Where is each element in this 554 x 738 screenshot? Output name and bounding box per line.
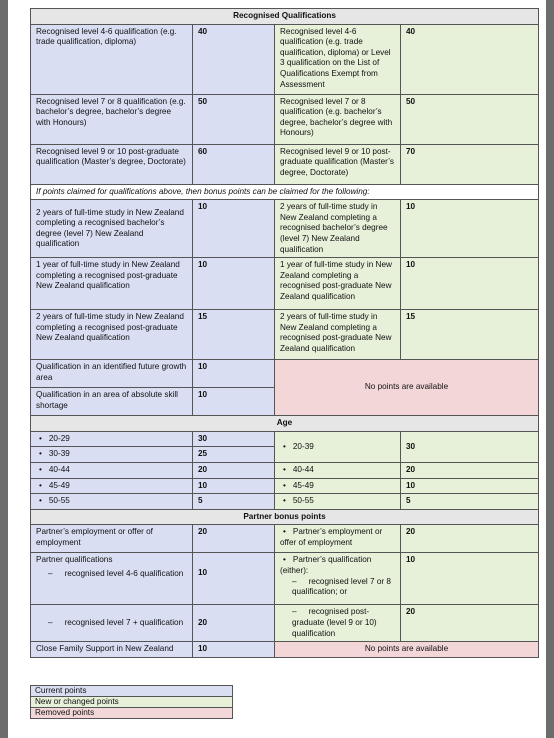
new-points: 30 bbox=[401, 431, 539, 462]
no-points-cell: No points are available bbox=[275, 642, 539, 658]
legend-label: Removed points bbox=[31, 708, 233, 719]
current-points: 25 bbox=[193, 447, 275, 463]
age-range: • 50-55 bbox=[36, 496, 70, 505]
age-range: • 45-49 bbox=[36, 481, 70, 490]
current-points: 30 bbox=[193, 431, 275, 447]
new-points: 70 bbox=[401, 144, 539, 184]
new-points: 20 bbox=[401, 525, 539, 553]
legend-item bbox=[31, 697, 233, 708]
removed-label: Qualification in an identified future growth area bbox=[31, 360, 193, 388]
current-label: 1 year of full-time study in New Zealand completing a recognised post-graduate New Zealand qualification bbox=[31, 258, 193, 310]
partner-quals-sub: – recognised level 7 + qualification bbox=[36, 618, 187, 629]
new-points: 40 bbox=[401, 24, 539, 94]
table-row bbox=[31, 494, 539, 510]
current-points: 10 bbox=[193, 642, 275, 658]
table-row bbox=[31, 144, 539, 184]
current-points: 10 bbox=[193, 258, 275, 310]
removed-label: Qualification in an area of absolute skill shortage bbox=[31, 388, 193, 416]
new-points: 5 bbox=[401, 494, 539, 510]
age-range: • 45-49 bbox=[280, 481, 314, 490]
new-points: 20 bbox=[401, 462, 539, 478]
new-label: Recognised level 4-6 qualification (e.g. trade qualification, diploma) or Level 3 qualification on the List of Qualifications Exempt from Assessment bbox=[275, 24, 401, 94]
new-points: 10 bbox=[401, 478, 539, 494]
current-label: Recognised level 7 or 8 qualification (e.g. bachelor’s degree, bachelor’s degree with Honours) bbox=[31, 94, 193, 144]
partner-quals-sub: – recognised level 4-6 qualification bbox=[36, 569, 187, 580]
new-label: Recognised level 7 or 8 qualification (e.g. bachelor’s degree, bachelor’s degree with Honours) bbox=[275, 94, 401, 144]
section-title: Recognised Qualifications bbox=[31, 9, 539, 25]
age-range: • 40-44 bbox=[36, 465, 70, 474]
age-range: • 30-39 bbox=[36, 449, 70, 458]
no-points-cell: No points are available bbox=[275, 360, 539, 416]
new-quals-sub: – recognised post-graduate (level 9 or 10) qualification bbox=[280, 607, 395, 639]
new-label: 1 year of full-time study in New Zealand completing a recognised post-graduate New Zealand qualification bbox=[275, 258, 401, 310]
current-label: Close Family Support in New Zealand bbox=[31, 642, 193, 658]
new-points: 15 bbox=[401, 310, 539, 360]
section-title: Partner bonus points bbox=[31, 509, 539, 525]
age-range: • 20-29 bbox=[36, 434, 70, 443]
table-row bbox=[31, 200, 539, 258]
current-points: 40 bbox=[193, 24, 275, 94]
current-label: 2 years of full-time study in New Zealand completing a recognised post-graduate New Zealand qualification bbox=[31, 310, 193, 360]
age-range: • 50-55 bbox=[280, 496, 314, 505]
bonus-note-row bbox=[31, 184, 539, 200]
new-points: 10 bbox=[401, 553, 539, 605]
new-points: 20 bbox=[401, 605, 539, 642]
section-header-qualifications bbox=[31, 9, 539, 25]
table-row bbox=[31, 462, 539, 478]
section-title: Age bbox=[31, 416, 539, 432]
current-points: 50 bbox=[193, 94, 275, 144]
current-label: Partner’s employment or offer of employment bbox=[31, 525, 193, 553]
points-comparison-table bbox=[30, 8, 539, 658]
current-label: 2 years of full-time study in New Zealand completing a recognised bachelor’s degree (level 7) New Zealand qualification bbox=[31, 200, 193, 258]
new-label: Recognised level 9 or 10 post-graduate qualification (Master’s degree, Doctorate) bbox=[275, 144, 401, 184]
table-row bbox=[31, 478, 539, 494]
legend-item bbox=[31, 708, 233, 719]
section-header-age bbox=[31, 416, 539, 432]
new-points: 10 bbox=[401, 258, 539, 310]
table-row bbox=[31, 310, 539, 360]
new-points: 50 bbox=[401, 94, 539, 144]
new-label: 2 years of full-time study in New Zealand completing a recognised post-graduate New Zealand qualification bbox=[275, 310, 401, 360]
current-points: 60 bbox=[193, 144, 275, 184]
table-row bbox=[31, 360, 539, 388]
table-row bbox=[31, 525, 539, 553]
table-row bbox=[31, 553, 539, 605]
current-points: 5 bbox=[193, 494, 275, 510]
new-label: 2 years of full-time study in New Zealand completing a recognised bachelor’s degree (level 7) New Zealand qualification bbox=[275, 200, 401, 258]
new-points: 10 bbox=[401, 200, 539, 258]
table-row bbox=[31, 24, 539, 94]
current-points: 10 bbox=[193, 478, 275, 494]
current-points: 10 bbox=[193, 553, 275, 605]
section-header-partner bbox=[31, 509, 539, 525]
current-points: 10 bbox=[193, 200, 275, 258]
table-row bbox=[31, 258, 539, 310]
removed-points: 10 bbox=[193, 388, 275, 416]
current-points: 20 bbox=[193, 525, 275, 553]
new-quals-sub: – recognised level 7 or 8 qualification; or bbox=[280, 577, 395, 598]
table-row bbox=[31, 431, 539, 447]
bonus-note: If points claimed for qualifications above, then bonus points can be claimed for the following: bbox=[31, 184, 539, 200]
table-row bbox=[31, 94, 539, 144]
removed-points: 10 bbox=[193, 360, 275, 388]
current-points: 20 bbox=[193, 605, 275, 642]
legend-label: Current points bbox=[31, 686, 233, 697]
legend-label: New or changed points bbox=[31, 697, 233, 708]
age-range: • 20-39 bbox=[280, 442, 314, 451]
new-quals-title: • Partner’s qualification (either): bbox=[280, 555, 371, 575]
current-label: Recognised level 9 or 10 post-graduate qualification (Master’s degree, Doctorate) bbox=[31, 144, 193, 184]
current-points: 15 bbox=[193, 310, 275, 360]
partner-quals-title: Partner qualifications bbox=[36, 555, 113, 565]
current-points: 20 bbox=[193, 462, 275, 478]
age-range: • 40-44 bbox=[280, 465, 314, 474]
current-label: Recognised level 4-6 qualification (e.g. trade qualification, diploma) bbox=[31, 24, 193, 94]
document-page bbox=[8, 0, 546, 738]
legend-item bbox=[31, 686, 233, 697]
new-label: • Partner’s employment or offer of employment bbox=[280, 527, 382, 547]
color-legend bbox=[30, 685, 233, 719]
table-row bbox=[31, 642, 539, 658]
table-row bbox=[31, 605, 539, 642]
